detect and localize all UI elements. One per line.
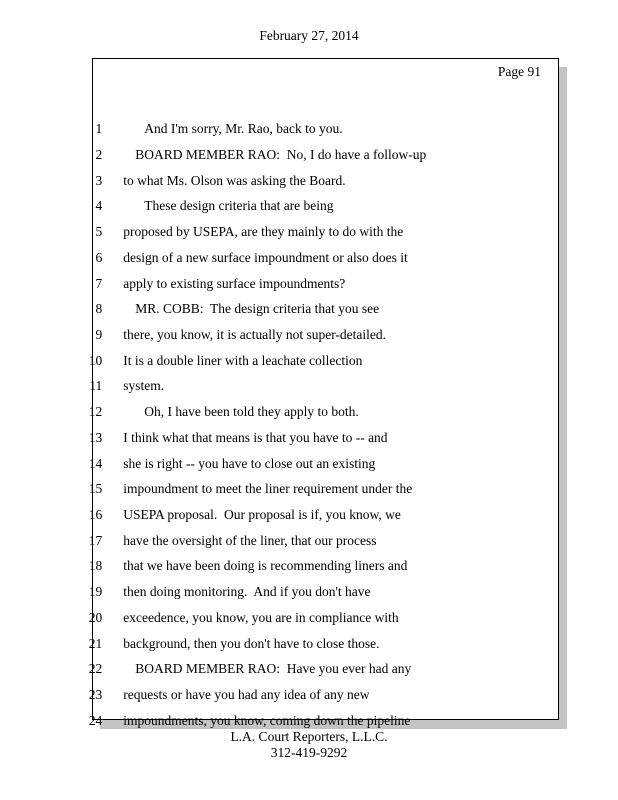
line-number: 19 (88, 584, 103, 600)
line-text: that we have been doing is recommending liners and (123, 558, 408, 574)
line-text: design of a new surface impoundment or also does it (123, 249, 408, 265)
line-number: 18 (88, 558, 103, 574)
line-text: And I'm sorry, Mr. Rao, back to you. (144, 121, 343, 137)
line-text: I think what that means is that you have to -- and (123, 429, 388, 445)
line-number: 12 (88, 404, 103, 420)
line-number: 16 (88, 507, 103, 522)
line-number: 17 (88, 532, 103, 548)
line-number: 13 (88, 429, 103, 445)
line-text: have the oversight of the liner, that our process (123, 532, 377, 548)
line-text: there, you know, it is actually not super-detailed. (123, 326, 387, 342)
line-text: impoundments, you know, coming down the pipeline (123, 712, 411, 728)
line-number: 21 (88, 635, 103, 651)
line-text: BOARD MEMBER RAO: Have you ever had any (135, 661, 412, 677)
line-text: apply to existing surface impoundments? (123, 275, 346, 291)
line-number: 24 (88, 712, 103, 728)
line-text: Oh, I have been told they apply to both. (144, 404, 359, 420)
transcript-lines (60, 91, 552, 728)
date-header: February 27, 2014 (259, 28, 359, 43)
line-number: 8 (95, 301, 103, 317)
line-number: 9 (95, 326, 103, 342)
line-number: 20 (88, 609, 103, 625)
footer-company: L.A. Court Reporters, L.L.C. (230, 729, 388, 744)
line-number: 14 (88, 455, 103, 471)
line-text: impoundment to meet the liner requirement under the (123, 481, 413, 497)
line-number: 3 (95, 172, 103, 188)
line-number: 7 (95, 275, 103, 291)
line-text: background, then you don't have to close those. (123, 635, 380, 651)
transcript-line (60, 91, 552, 137)
line-number: 11 (89, 378, 103, 394)
line-text: to what Ms. Olson was asking the Board. (123, 172, 346, 188)
line-text: It is a double liner with a leachate collection (123, 352, 363, 368)
line-number: 10 (88, 352, 103, 368)
line-number: 1 (95, 121, 103, 137)
line-number: 4 (95, 198, 103, 214)
line-number: 23 (88, 687, 103, 703)
line-number: 2 (95, 146, 103, 162)
line-number: 22 (88, 661, 103, 677)
line-text: proposed by USEPA, are they mainly to do with the (123, 224, 404, 240)
line-text: requests or have you had any idea of any new (123, 687, 370, 703)
line-number: 6 (95, 249, 103, 265)
line-text: she is right -- you have to close out an existing (123, 455, 376, 471)
line-text: system. (123, 378, 165, 394)
line-text: These design criteria that are being (144, 198, 334, 214)
line-text: exceedence, you know, you are in compliance with (123, 609, 399, 625)
line-number: 15 (88, 481, 103, 497)
line-text: USEPA proposal. Our proposal is if, you know, we (123, 507, 401, 522)
page-number-label: Page 91 (497, 64, 541, 79)
line-number: 5 (95, 224, 103, 240)
page-footer (0, 729, 618, 760)
line-text: MR. COBB: The design criteria that you see (135, 301, 380, 317)
footer-phone: 312-419-9292 (270, 744, 348, 760)
line-text: then doing monitoring. And if you don't have (123, 584, 371, 600)
line-text: BOARD MEMBER RAO: No, I do have a follow-up (135, 146, 427, 162)
